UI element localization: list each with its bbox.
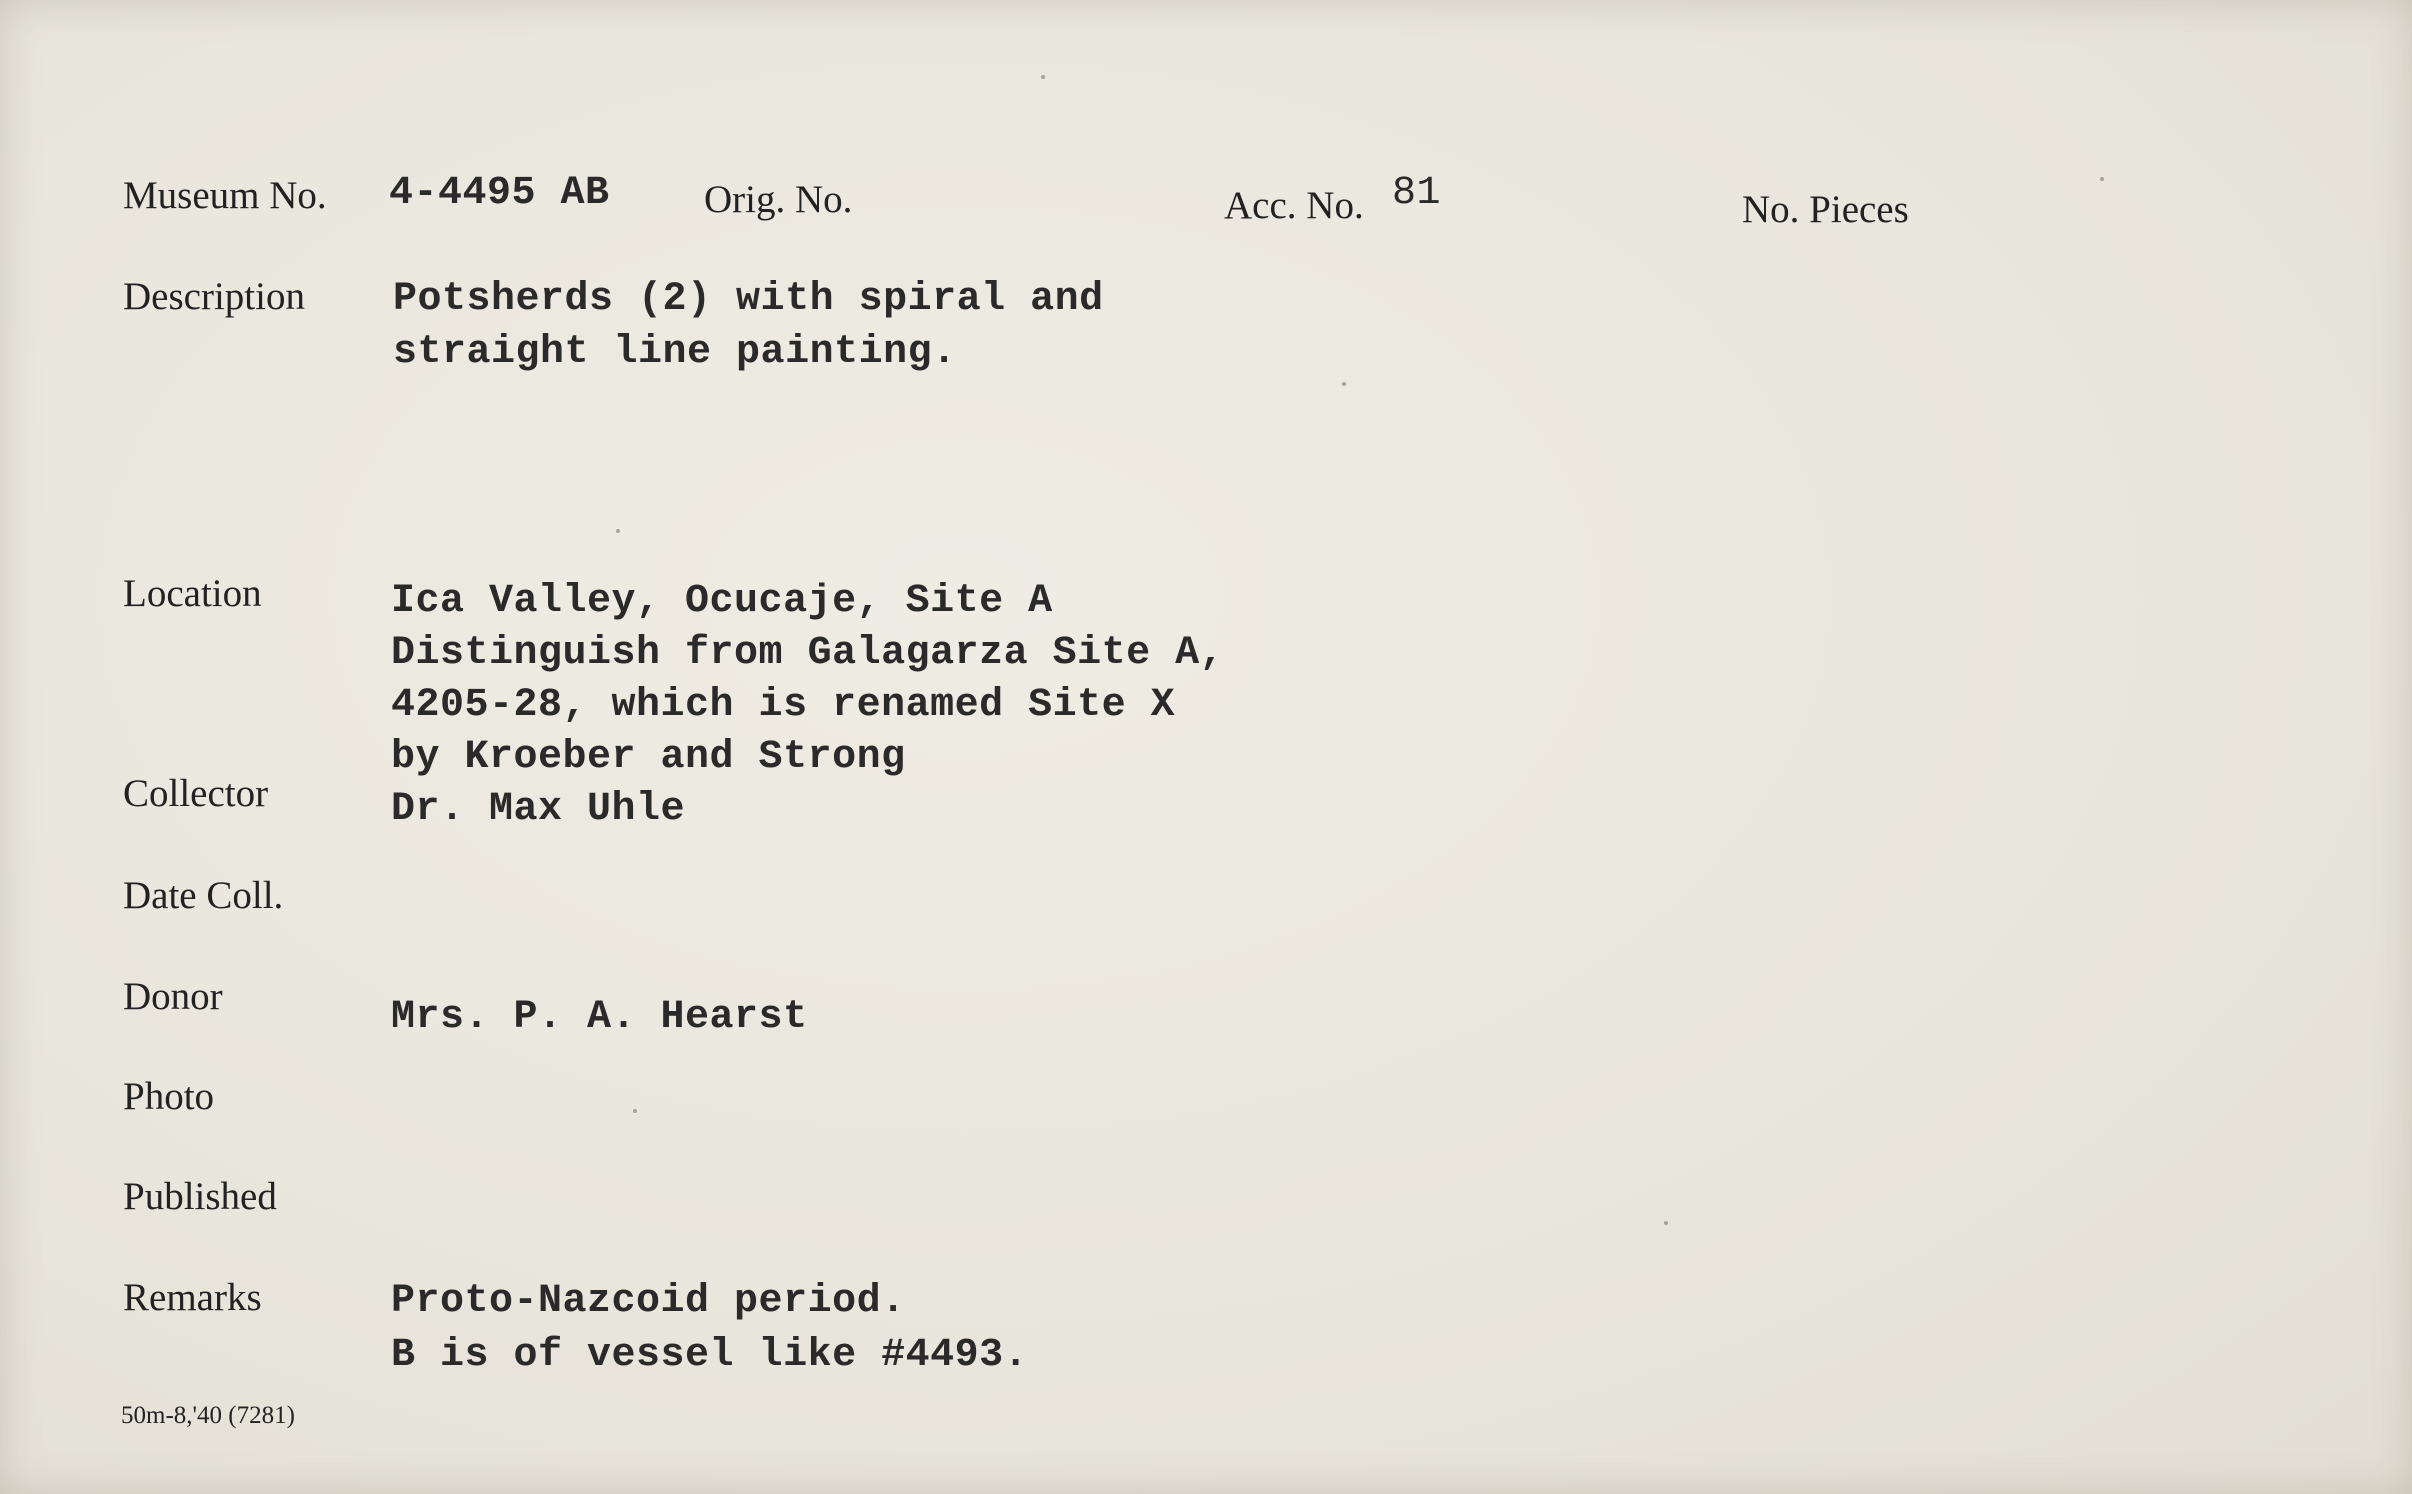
donor-value: Mrs. P. A. Hearst (391, 995, 808, 1040)
remarks-line-2: B is of vessel like #4493. (391, 1333, 1029, 1378)
collector-value: Dr. Max Uhle (391, 787, 686, 832)
no-pieces-label: No. Pieces (1742, 188, 1909, 231)
location-line-4: by Kroeber and Strong (391, 735, 906, 780)
published-label: Published (123, 1175, 277, 1218)
location-line-2: Distinguish from Galagarza Site A, (391, 631, 1225, 676)
location-line-3: 4205-28, which is renamed Site X (391, 683, 1176, 728)
museum-no-value: 4-4495 AB (389, 171, 610, 216)
donor-label: Donor (123, 975, 223, 1018)
description-line-2: straight line painting. (393, 330, 957, 375)
description-label: Description (123, 275, 305, 318)
collector-label: Collector (123, 772, 269, 815)
paper-fleck (616, 529, 620, 533)
museum-no-label: Museum No. (123, 174, 327, 217)
remarks-label: Remarks (123, 1276, 262, 1319)
paper-fleck (1664, 1221, 1668, 1225)
paper-fleck (2100, 177, 2104, 181)
acc-no-value: 81 (1392, 171, 1442, 216)
print-code: 50m-8,'40 (7281) (121, 1402, 295, 1429)
date-coll-label: Date Coll. (123, 874, 284, 917)
paper-fleck (1342, 382, 1346, 386)
orig-no-label: Orig. No. (704, 178, 853, 221)
location-line-1: Ica Valley, Ocucaje, Site A (391, 579, 1053, 624)
paper-fleck (633, 1109, 637, 1113)
description-line-1: Potsherds (2) with spiral and (393, 277, 1104, 322)
acc-no-label: Acc. No. (1224, 184, 1364, 227)
photo-label: Photo (123, 1075, 215, 1118)
paper-fleck (1041, 75, 1045, 79)
location-label: Location (123, 572, 262, 615)
remarks-line-1: Proto-Nazcoid period. (391, 1279, 906, 1324)
